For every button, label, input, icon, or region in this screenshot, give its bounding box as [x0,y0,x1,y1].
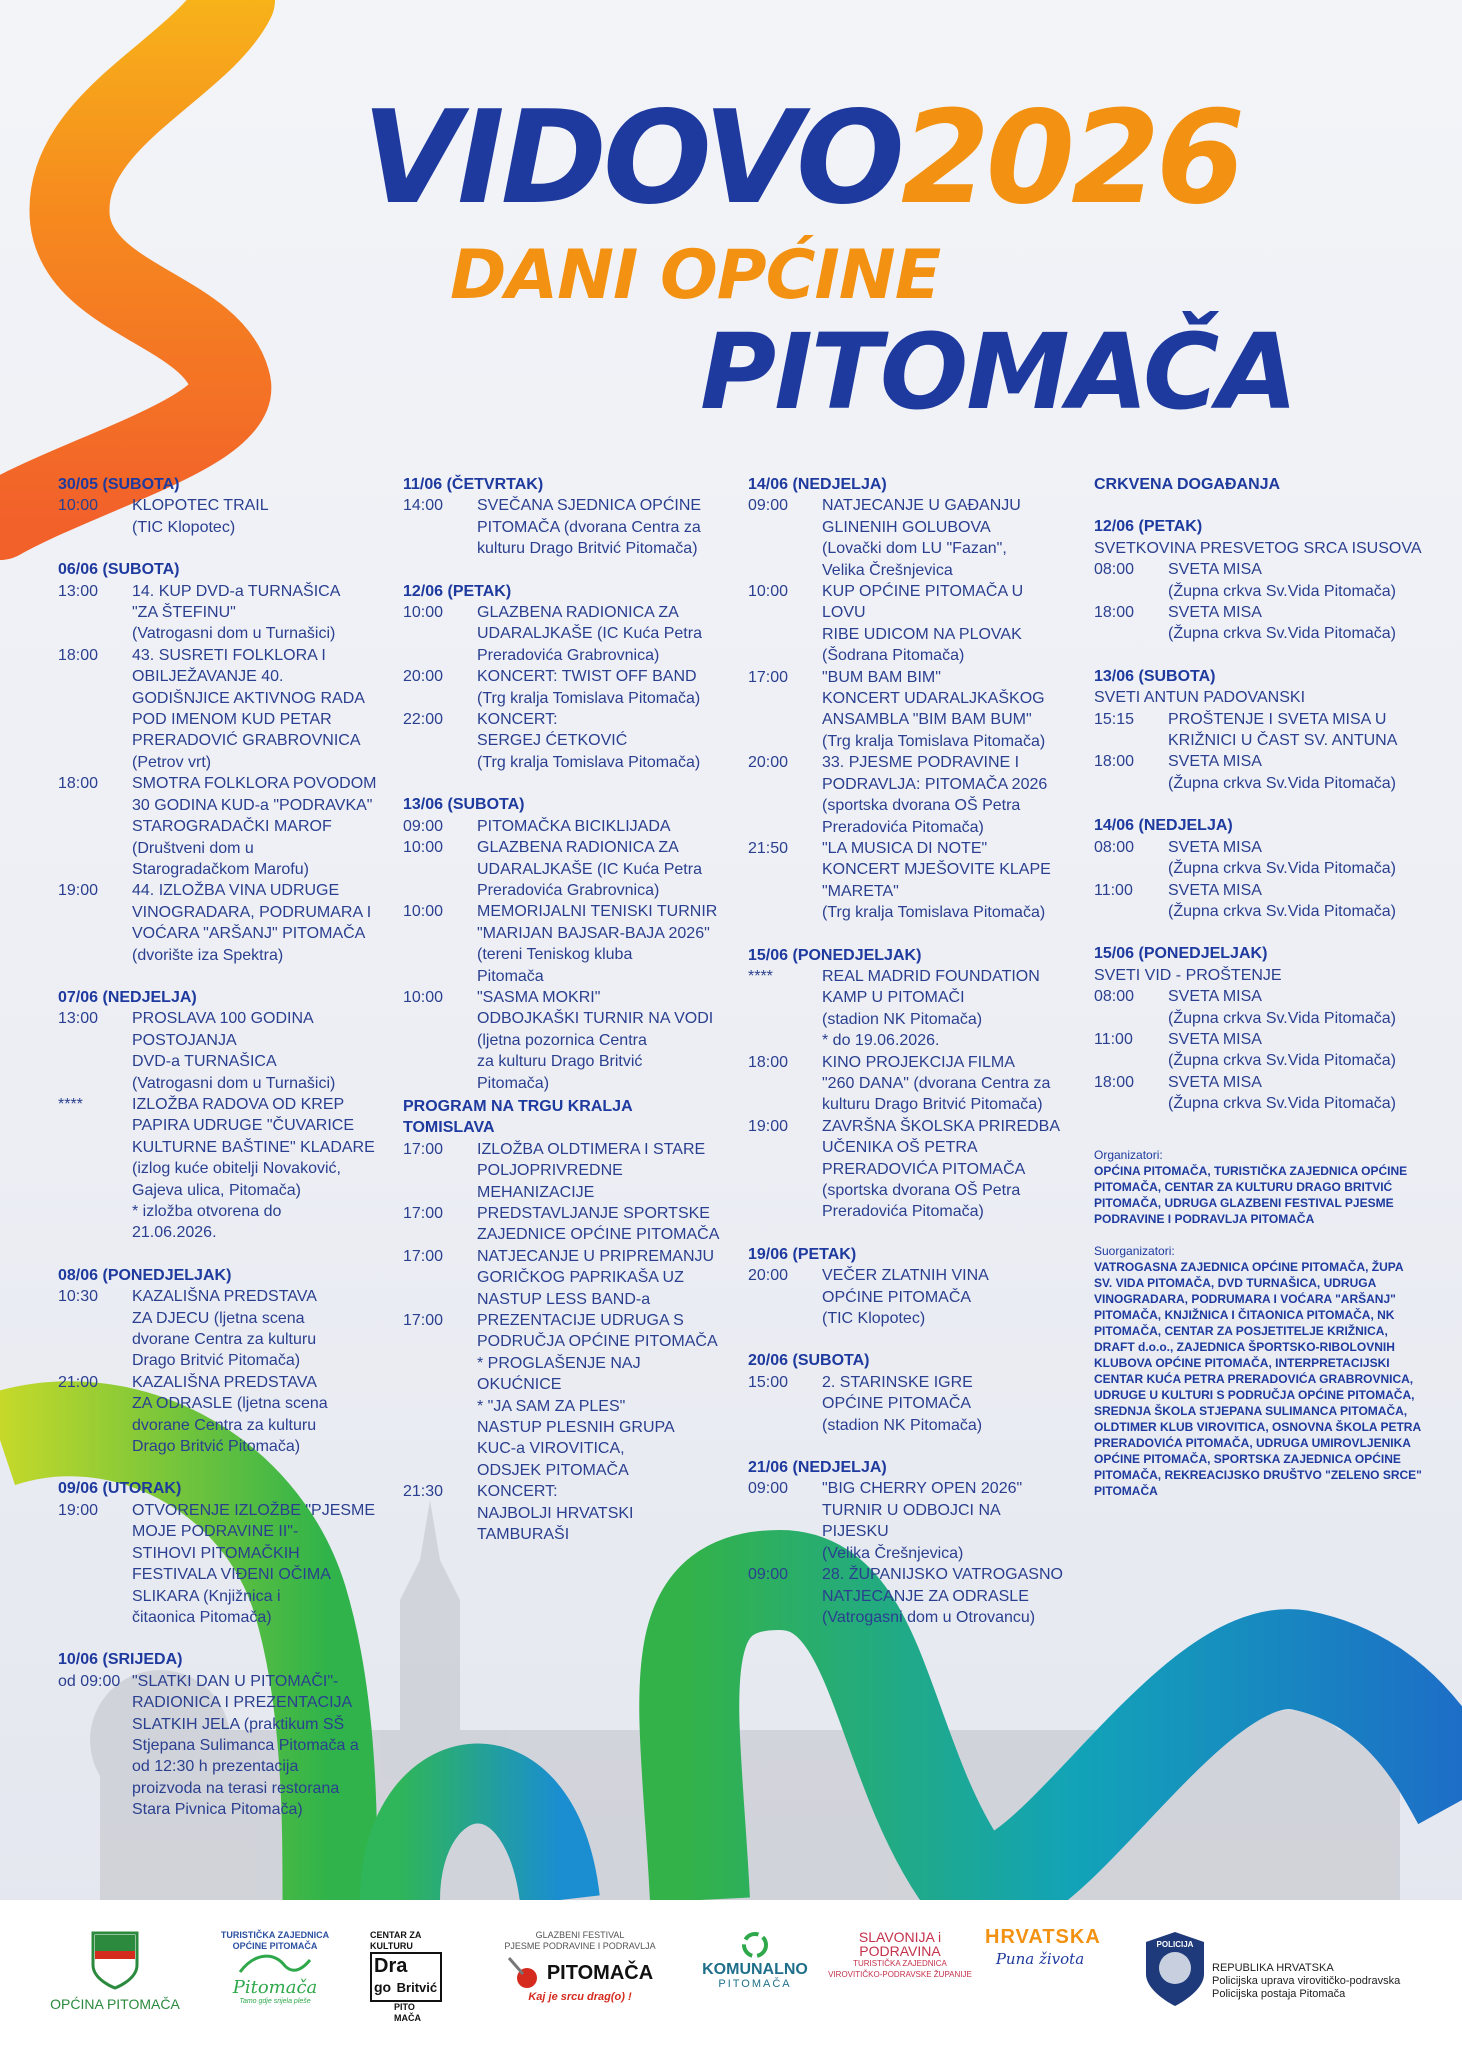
komunalno-label: KOMUNALNO [702,1961,808,1978]
section-heading: PROGRAM NA TRGU KRALJA TOMISLAVA [403,1097,633,1137]
event-description: PREZENTACIJE UDRUGA S PODRUČJA OPĆINE PITOMAČA * PROGLAŠENJE NAJ OKUĆNICE * "JA SAM ZA PLES" NASTUP PLESNIH GRUPA KUC-a VIROVITICA, ODSJEK PITOMAČA [477,1312,718,1479]
title-year: 2026 [900,84,1242,233]
sponsor-footer [0,1900,1462,2048]
event-row [58,880,378,966]
event-description: "LA MUSICA DI NOTE" KONCERT MJEŠOVITE KLAPE "MARETA" (Trg kralja Tomislava Pitomača) [822,839,1051,922]
day-heading: 19/06 (PETAK) [748,1245,857,1263]
event-description: PROŠTENJE I SVETA MISA U KRIŽNICI U ČAST SV. ANTUNA [1168,710,1398,750]
event-time: 11:00 [1094,1030,1133,1048]
mup-label: MUP [1163,1991,1187,2002]
organizers-text: OPĆINA PITOMAČA, TURISTIČKA ZAJEDNICA OPĆINE PITOMAČA, CENTAR ZA KULTURU DRAGO BRITVIĆ PITOMAČA, UDRUGA GLAZBENI FESTIVAL PJESME PODRAVINE I PODRAVLJA PITOMAČA [1094,1163,1408,1226]
hr-slogan: Puna života [995,1950,1085,1968]
shield-icon [90,1930,140,1990]
event-description: 44. IZLOŽBA VINA UDRUGE VINOGRADARA, PODRUMARA I VOĆARA "ARŠANJ" PITOMAČA (dvorište iza Spektra) [132,882,372,964]
day-heading: 12/06 (PETAK) [403,582,512,600]
logo-hrvatska [985,1926,1101,1968]
event-description: SVETA MISA (Župna crkva Sv.Vida Pitomača) [1168,753,1396,792]
event-description: 28. ŽUPANIJSKO VATROGASNO NATJECANJE ZA ODRASLE (Vatrogasni dom u Otrovancu) [822,1566,1063,1626]
event-row [403,495,723,559]
event-description: "BIG CHERRY OPEN 2026" TURNIR U ODBOJCI NA PIJESKU (Velika Črešnjevica) [822,1480,1023,1562]
sl-line3: TURISTIČKA ZAJEDNICA [853,1959,947,1968]
event-time: 17:00 [403,1312,444,1330]
logo-opcina [50,1930,180,2011]
event-time: 18:00 [58,646,99,664]
komunalno-sub: PITOMAČA [718,1978,792,1990]
event-row [58,1094,378,1244]
event-time: 10:00 [403,903,444,921]
event-description: VEČER ZLATNIH VINA OPĆINE PITOMAČA (TIC Klopotec) [822,1267,989,1328]
ck-go: go [374,1979,392,1995]
event-description: KLOPOTEC TRAIL (TIC Klopotec) [132,497,269,536]
event-description: ZAVRŠNA ŠKOLSKA PRIREDBA UČENIKA OŠ PETRA PRERADOVIĆA PITOMAČA (sportska dvorana OŠ Petra Preradovića Pitomača) [822,1117,1061,1221]
logo-policija [1140,1930,1210,2011]
event-description: 2. STARINSKE IGRE OPĆINE PITOMAČA (stadion NK Pitomača) [822,1373,983,1434]
event-row [403,1481,723,1545]
event-row [403,816,723,837]
sl-line4: VIROVITIČKO-PODRAVSKE ŽUPANIJE [828,1970,972,1979]
day-heading: 15/06 (PONEDJELJAK) [1094,945,1268,963]
day-heading: 13/06 (SUBOTA) [403,796,525,814]
logo-centar-kulturu [370,1930,460,2024]
recycle-icon [740,1930,770,1960]
event-time: 13:00 [58,582,99,600]
event-description: GLAZBENA RADIONICA ZA UDARALJKAŠE (IC Kuća Petra Preradovića Grabrovnica) [477,839,702,899]
schedule-column-3 [748,474,1068,1628]
event-time: 21:00 [58,1373,99,1391]
event-description: IZLOŽBA RADOVA OD KREP PAPIRA UDRUGE "ČUVARICE KULTURNE BAŠTINE" KLADARE (izlog kuće obitelji Novaković, Gajeva ulica, Pitomača) * izložba otvorena do 21.06.2026. [132,1095,375,1242]
event-row [58,773,378,880]
rh-text [1212,1962,1432,2001]
tz-script: Pitomača [232,1977,318,1998]
event-row [1094,837,1424,880]
event-time: 08:00 [1094,561,1135,579]
event-row [1094,709,1424,752]
subtitle-pitomaca: PITOMAČA [700,311,1296,433]
event-description: SVETA MISA (Župna crkva Sv.Vida Pitomača) [1168,988,1396,1027]
event-row [58,1372,378,1458]
event-description: SVEČANA SJEDNICA OPĆINE PITOMAČA (dvorana Centra za kulturu Drago Britvić Pitomača) [477,497,702,558]
ck-pitomaca: PITO MAČA [394,2002,421,2023]
event-time: **** [58,1095,83,1113]
event-row [403,1246,723,1310]
logo-tz-pitomaca [215,1930,335,2009]
event-description: SVETA MISA (Župna crkva Sv.Vida Pitomača) [1168,1073,1396,1113]
event-time: 19:00 [58,882,99,900]
event-time: 17:00 [403,1140,444,1158]
event-row [403,1203,723,1246]
gf-pitomaca: PITOMAČA [546,1962,654,1984]
event-description: REAL MADRID FOUNDATION KAMP U PITOMAČI (stadion NK Pitomača) * do 19.06.2026. [822,967,1040,1050]
event-description: MEMORIJALNI TENISKI TURNIR "MARIJAN BAJSAR-BAJA 2026" (tereni Teniskog kluba Pitomača [477,903,718,985]
event-time: 17:00 [403,1247,444,1265]
event-row [748,1116,1068,1223]
policija-label: POLICIJA [1156,1940,1194,1949]
event-time: 17:00 [748,668,789,686]
event-row [748,838,1068,924]
event-description: SVETA MISA (Župna crkva Sv.Vida Pitomača) [1168,838,1396,878]
event-time: **** [748,967,773,985]
day-heading: 30/05 (SUBOTA) [58,476,180,493]
opcina-label: OPĆINA PITOMAČA [50,1996,180,2012]
event-description: NATJECANJE U GAĐANJU GLINENIH GOLUBOVA (Lovački dom LU "Fazan", Velika Črešnjevica [822,497,1021,579]
event-row [1094,986,1424,1029]
event-row [748,581,1068,667]
event-description: SVETA MISA (Župna crkva Sv.Vida Pitomača) [1168,604,1396,643]
day-heading: 12/06 (PETAK) [1094,518,1203,536]
event-time: 08:00 [1094,838,1135,856]
day-heading: 14/06 (NEDJELJA) [1094,817,1233,835]
day-heading: 07/06 (NEDJELJA) [58,988,197,1006]
day-heading: 15/06 (PONEDJELJAK) [748,946,922,964]
event-time: 18:00 [1094,753,1135,771]
event-time: 20:00 [403,668,444,686]
event-row [58,495,378,538]
event-time: 09:00 [403,817,444,835]
event-description: "SLATKI DAN U PITOMAČI"- RADIONICA I PREZENTACIJA SLATKIH JELA (praktikum SŠ Stjepana Sulimanca Pitomača a od 12:30 h prezentacija proizvoda na terasi restorana Stara Pivnica Pitomača) [132,1672,359,1819]
day-heading: 09/06 (UTORAK) [58,1480,182,1498]
schedule-column-4 [1094,474,1424,1499]
event-time: 10:00 [403,988,444,1006]
event-row [403,666,723,709]
coorganizers-label: Suorganizatori: [1094,1243,1175,1258]
main-title [362,84,1242,233]
event-row [748,1265,1068,1329]
event-row [403,1139,723,1203]
event-description: "SASMA MOKRI" ODBOJKAŠKI TURNIR NA VODI (ljetna pozornica Centra za kulturu Drago Britvić Pitomača) [477,988,714,1092]
event-time: 19:00 [748,1117,789,1135]
event-description: PREDSTAVLJANJE SPORTSKE ZAJEDNICE OPĆINE PITOMAČA [477,1205,720,1244]
day-heading: 11/06 (ČETVRTAK) [403,476,544,493]
event-time: 14:00 [403,497,444,515]
event-description: KINO PROJEKCIJA FILMA "260 DANA" (dvorana Centra za kulturu Drago Britvić Pitomača) [822,1053,1051,1114]
schedule-column-1 [58,474,378,1821]
event-row [58,1500,378,1628]
event-time: 13:00 [58,1010,99,1028]
event-time: 18:00 [1094,1073,1135,1091]
wave-icon [235,1952,315,1978]
event-time: 09:00 [748,1566,789,1584]
event-time: 10:00 [403,604,444,622]
event-description: SMOTRA FOLKLORA POVODOM 30 GODINA KUD-a "PODRAVKA" STAROGRADAČKI MAROF (Društveni dom u Starogradačkom Marofu) [132,775,377,878]
rh-line2: Policijska uprava virovitičko-podravska [1212,1975,1401,1987]
event-time: od 09:00 [58,1672,121,1690]
hr-label: HRVATSKA [985,1926,1101,1948]
event-description: SVETA MISA (Župna crkva Sv.Vida Pitomača) [1168,561,1396,600]
event-description: KONCERT: SERGEJ ĆETKOVIĆ (Trg kralja Tomislava Pitomača) [477,711,701,771]
event-row [403,602,723,666]
event-row [1094,751,1424,794]
event-time: 17:00 [403,1205,444,1222]
event-time: 10:00 [748,583,789,601]
event-time: 21:50 [748,839,789,857]
event-time: 15:15 [1094,710,1135,728]
gf-line1: GLAZBENI FESTIVAL [535,1930,625,1940]
event-time: 09:00 [748,497,789,515]
event-row [1094,880,1424,923]
event-row [403,987,723,1094]
event-description: NATJECANJE U PRIPREMANJU GORIČKOG PAPRIKAŠA UZ NASTUP LESS BAND-a [477,1247,715,1308]
event-description: OTVORENJE IZLOŽBE "PJESME MOJE PODRAVINE II"- STIHOVI PITOMAČKIH FESTIVALA VIĐENI OČIMA SLIKARA (Knjižnica i čitaonica Pitomača) [132,1501,376,1626]
event-time: 20:00 [748,754,789,772]
orange-ribbon [0,0,235,520]
event-time: 10:00 [58,497,99,515]
event-row [748,1564,1068,1628]
event-description: 33. PJESME PODRAVINE I PODRAVLJA: PITOMAČA 2026 (sportska dvorana OŠ Petra Preradovića Pitomača) [822,754,1048,836]
sl-line1: SLAVONIJA i [858,1929,942,1945]
logo-glazbeni-festival [475,1930,685,2004]
event-time: 09:00 [748,1480,789,1498]
tambura-icon [507,1956,541,1990]
sl-line2: PODRAVINA [859,1943,941,1959]
event-time: 18:00 [58,775,99,793]
ck-britvic: Britvić [396,1980,438,1995]
event-time: 10:30 [58,1288,99,1306]
event-time: 15:00 [748,1373,789,1391]
event-description: 43. SUSRETI FOLKLORA I OBILJEŽAVANJE 40. GODIŠNJICE AKTIVNOG RADA POD IMENOM KUD PETAR PRERADOVIĆ GRABROVNICA (Petrov vrt) [132,646,365,771]
event-time: 20:00 [748,1267,789,1285]
tz-line2: OPĆINE PITOMAČA [232,1941,318,1951]
event-row [58,1286,378,1372]
event-row [403,709,723,773]
rh-line3: Policijska postaja Pitomača [1212,1988,1346,2000]
event-row [1094,1029,1424,1072]
event-time: 10:00 [403,839,444,857]
day-heading: 06/06 (SUBOTA) [58,561,180,579]
event-description: GLAZBENA RADIONICA ZA UDARALJKAŠE (IC Kuća Petra Preradovića Grabrovnica) [477,604,702,664]
event-description: KONCERT: NAJBOLJI HRVATSKI TAMBURAŠI [477,1483,634,1544]
event-description: KONCERT: TWIST OFF BAND (Trg kralja Tomislava Pitomača) [477,668,701,707]
feast-name: SVETKOVINA PRESVETOG SRCA ISUSOVA [1094,539,1422,557]
tz-line1: TURISTIČKA ZAJEDNICA [220,1930,330,1940]
event-row [58,581,378,645]
event-row [58,645,378,773]
event-row [1094,602,1424,645]
day-heading: 14/06 (NEDJELJA) [748,476,887,493]
event-row [748,1478,1068,1564]
event-row [748,1052,1068,1116]
organizers-label: Organizatori: [1094,1147,1163,1162]
event-row [1094,559,1424,602]
rh-line1: REPUBLIKA HRVATSKA [1212,1962,1334,1974]
event-description: PROSLAVA 100 GODINA POSTOJANJA DVD-a TURNAŠICA (Vatrogasni dom u Turnašici) [132,1010,336,1092]
day-heading: 10/06 (SRIJEDA) [58,1651,183,1669]
coorganizers-text: VATROGASNA ZAJEDNICA OPĆINE PITOMAČA, ŽUPA SV. VIDA PITOMAČA, DVD TURNAŠICA, UDRUGA VINOGRADARA, PODRUMARA I VOĆARA "ARŠANJ" PITOMAČA, KNJIŽNICA I ČITAONICA PITOMAČA, NK PITOMAČA, CENTAR ZA POSJETITELJE KRIŽNICA, DRAFT d.o.o., ZAJEDNICA ŠPORTSKO-RIBOLOVNIH KLUBOVA OPĆINE PITOMAČA, INTERPRETACIJSKI CENTAR KUĆA PETRA PRERADOVIĆA GRABROVNICA, UDRUGE U KULTURI S PODRUČJA OPĆINE PITOMAČA, SREDNJA ŠKOLA STJEPANA SULIMANCA PITOMAČA, OLDTIMER KLUB VIROVITICA, OSNOVNA ŠKOLA PETRA PRERADOVIĆA PITOMAČA, UDRUGA UMIROVLJENIKA OPĆINE PITOMAČA, SPORTSKA ZAJEDNICA OPĆINE PITOMAČA, REKREACIJSKO DRUŠTVO "ZELENO SRCE" PITOMAČA [1094,1259,1422,1498]
logo-komunalno [700,1930,810,1991]
event-time: 22:00 [403,711,444,729]
event-time: 08:00 [1094,988,1135,1006]
event-row [58,1008,378,1094]
gf-line2: PJESME PODRAVINE I PODRAVLJA [504,1941,656,1951]
event-description: SVETA MISA (Župna crkva Sv.Vida Pitomača) [1168,881,1396,920]
feast-name: SVETI ANTUN PADOVANSKI [1094,689,1306,707]
event-description: 14. KUP DVD-a TURNAŠICA "ZA ŠTEFINU" (Vatrogasni dom u Turnašici) [132,582,341,643]
day-heading: 20/06 (SUBOTA) [748,1352,870,1370]
schedule-column-2 [403,474,723,1546]
event-row [748,1372,1068,1436]
organizers-block [1094,1147,1424,1499]
title-vidovo: VIDOVO [362,84,901,233]
ck-line1: CENTAR ZA KULTURU [370,1930,421,1951]
tz-slogan: Tamo gdje srijela pleše [239,1998,311,2005]
feast-name: SVETI VID - PROŠTENJE [1094,966,1282,984]
day-heading: 13/06 (SUBOTA) [1094,667,1216,685]
event-description: "BUM BAM BIM" KONCERT UDARALJKAŠKOG ANSAMBLA "BIM BAM BUM" (Trg kralja Tomislava Pitomača) [822,668,1046,750]
event-row [748,495,1068,581]
event-description: KAZALIŠNA PREDSTAVA ZA DJECU (ljetna scena dvorane Centra za kulturu Drago Britvić Pitomača) [132,1288,317,1370]
event-description: KUP OPĆINE PITOMAČA U LOVU RIBE UDICOM NA PLOVAK (Šodrana Pitomača) [822,583,1024,665]
event-row [748,966,1068,1052]
subtitle-dani-opcine: DANI OPĆINE [450,236,941,315]
event-time: 21:30 [403,1483,444,1501]
event-row [403,1310,723,1481]
ck-dra: Dra [374,1955,408,1977]
day-heading: 21/06 (NEDJELJA) [748,1459,887,1477]
event-row [748,752,1068,838]
event-row [403,901,723,987]
day-heading: 08/06 (PONEDJELJAK) [58,1266,232,1284]
logo-slavonija-podravina [825,1930,975,1980]
event-row [1094,1072,1424,1115]
event-row [748,667,1068,753]
gf-slogan: Kaj je srcu drag(o) ! [528,1991,632,2003]
event-description: SVETA MISA (Župna crkva Sv.Vida Pitomača) [1168,1030,1396,1070]
section-heading: CRKVENA DOGAĐANJA [1094,476,1281,493]
event-time: 19:00 [58,1501,99,1519]
event-row [403,837,723,901]
event-description: IZLOŽBA OLDTIMERA I STARE POLJOPRIVREDNE MEHANIZACIJE [477,1140,706,1201]
event-time: 11:00 [1094,881,1133,899]
event-description: PITOMAČKA BICIKLIJADA [477,817,671,835]
event-time: 18:00 [748,1053,789,1071]
event-time: 18:00 [1094,604,1135,622]
event-row [58,1671,378,1821]
event-description: KAZALIŠNA PREDSTAVA ZA ODRASLE (ljetna scena dvorane Centra za kulturu Drago Britvić Pitomača) [132,1373,328,1456]
